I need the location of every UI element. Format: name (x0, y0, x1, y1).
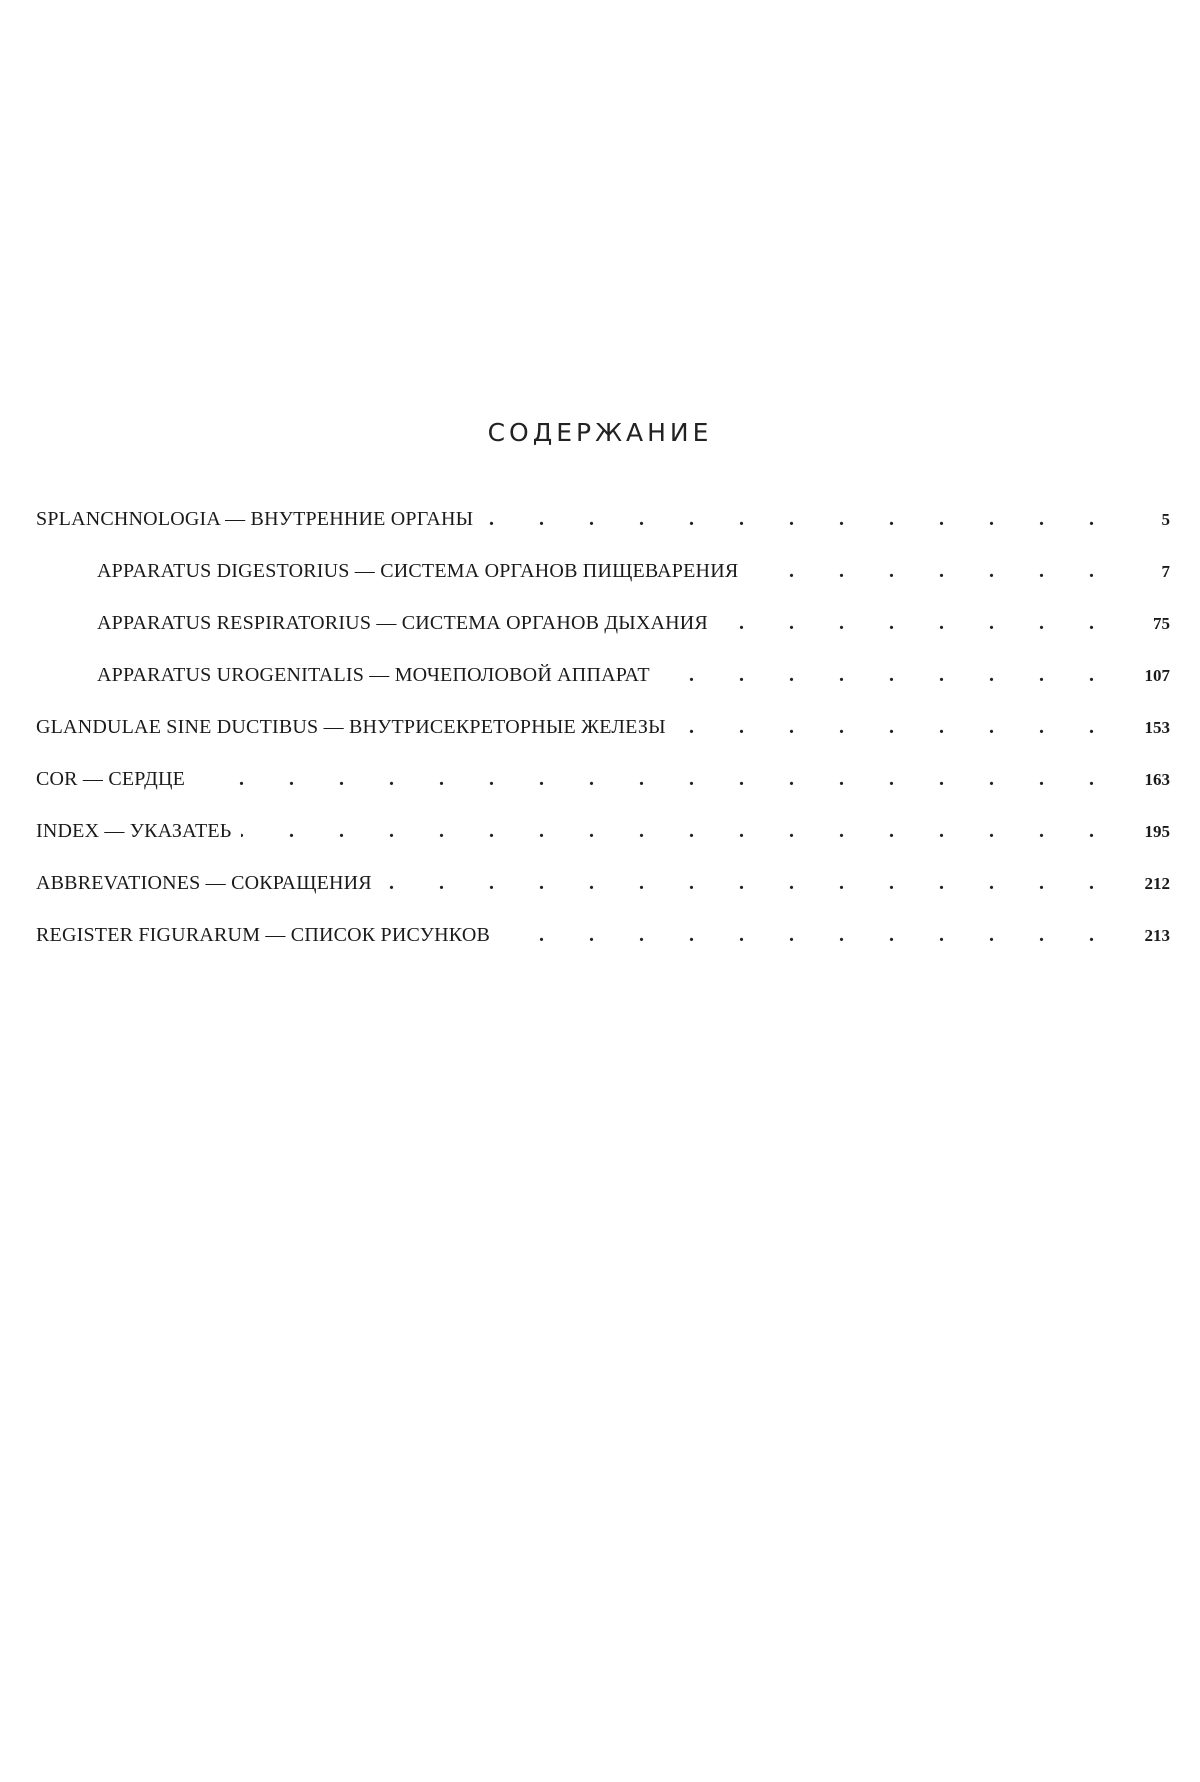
toc-title: СОДЕРЖАНИЕ (487, 418, 713, 447)
toc-page-number: 153 (1144, 718, 1170, 737)
table-of-contents (36, 508, 1170, 976)
dot-leader (241, 820, 1114, 843)
toc-entry[interactable] (36, 508, 1170, 560)
toc-page-number: 195 (1144, 822, 1170, 841)
toc-entry[interactable] (36, 872, 1170, 924)
toc-entry-title: SPLANCHNOLOGIA — ВНУТРЕННИЕ ОРГАНЫ (36, 508, 474, 530)
toc-entry-title: GLANDULAE SINE DUCTIBUS — ВНУТРИСЕКРЕТОРНЫЕ ЖЕЛЕЗЫ (36, 716, 666, 738)
dot-leader (660, 664, 1114, 687)
dot-leader (718, 612, 1114, 635)
toc-entry[interactable] (36, 716, 1170, 768)
toc-entry[interactable] (36, 612, 1170, 664)
toc-entry[interactable] (36, 664, 1170, 716)
dot-leader (748, 560, 1114, 583)
dot-leader (483, 508, 1114, 531)
toc-page-number: 163 (1144, 770, 1170, 789)
toc-page-number: 107 (1144, 666, 1170, 685)
toc-entry[interactable] (36, 768, 1170, 820)
toc-entry[interactable] (36, 560, 1170, 612)
toc-page-number: 7 (1161, 562, 1170, 581)
toc-entry-title: REGISTER FIGURARUM — СПИСОК РИСУНКОВ (36, 924, 490, 946)
toc-page-number: 5 (1161, 510, 1170, 529)
dot-leader (500, 924, 1114, 947)
toc-entry-title: ABBREVATIONES — СОКРАЩЕНИЯ (36, 872, 372, 894)
dot-leader (195, 768, 1114, 791)
toc-entry-title: APPARATUS DIGESTORIUS — СИСТЕМА ОРГАНОВ ПИЩЕВАРЕНИЯ (97, 560, 739, 582)
dot-leader (676, 716, 1114, 739)
toc-entry[interactable] (36, 820, 1170, 872)
toc-page-number: 212 (1144, 874, 1170, 893)
dot-leader (382, 872, 1114, 895)
toc-entry[interactable] (36, 924, 1170, 976)
toc-page-number: 213 (1144, 926, 1170, 945)
toc-entry-title: COR — СЕРДЦЕ (36, 768, 186, 790)
toc-entry-title: APPARATUS UROGENITALIS — МОЧЕПОЛОВОЙ АППАРАТ (97, 664, 650, 686)
toc-entry-title: INDEX — УКАЗАТЕЬ (36, 820, 232, 842)
toc-page-number: 75 (1153, 614, 1170, 633)
toc-entry-title: APPARATUS RESPIRATORIUS — СИСТЕМА ОРГАНОВ ДЫХАНИЯ (97, 612, 708, 634)
